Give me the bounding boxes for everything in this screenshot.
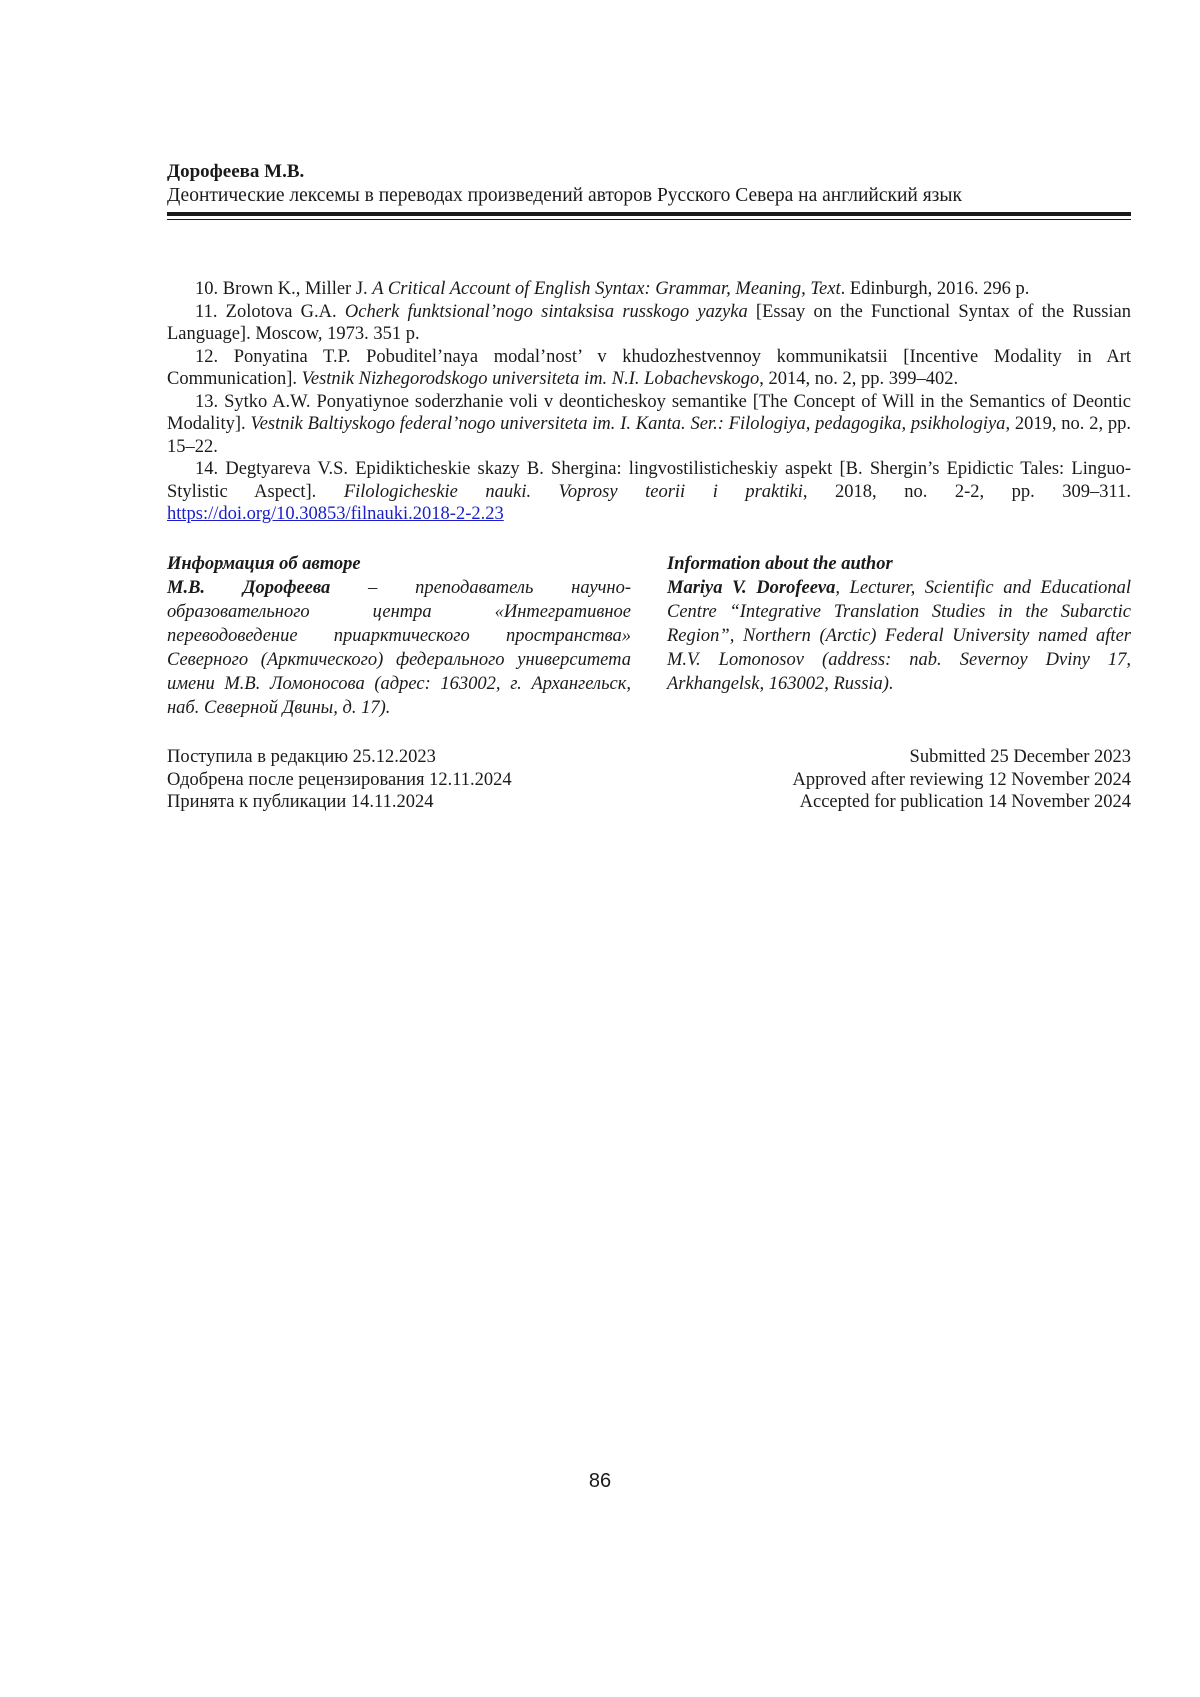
author-info-ru bbox=[167, 552, 631, 720]
author-info-ru-text: М.В. Дорофеева – преподаватель научно-образовательного центра «Интегративное переводоведение приарктического пространства» Северного (Арктического) федерального университета имени М.В. Ломоносова (адрес: 163002, г. Архангельск, наб. Северной Двины, д. 17). bbox=[167, 576, 631, 720]
reference-list bbox=[167, 278, 1131, 526]
reference-item: 14. Degtyareva V.S. Epidikticheskie skazy B. Shergina: lingvostilisticheskiy aspekt [B. Shergin’s Epidictic Tales: Linguo-Stylistic Aspect]. Filologicheskie nauki. Voprosy teorii i praktiki, 2018, no. 2-2, pp. 309–311. https://doi.org/10.30853/filnauki.2018-2-2.23 bbox=[167, 458, 1131, 526]
date-accepted-en: Accepted for publication 14 November 2024 bbox=[792, 791, 1131, 814]
author-name-en: Mariya V. Dorofeeva bbox=[667, 578, 835, 598]
author-info-ru-heading: Информация об авторе bbox=[167, 552, 631, 576]
author-name-ru: М.В. Дорофеева bbox=[167, 578, 330, 598]
reference-item: 11. Zolotova G.A. Ocherk funktsional’nogo sintaksisa russkogo yazyka [Essay on the Functional Syntax of the Russian Language]. Moscow, 1973. 351 p. bbox=[167, 301, 1131, 346]
date-approved-ru: Одобрена после рецензирования 12.11.2024 bbox=[167, 769, 512, 792]
header-author: Дорофеева М.В. bbox=[167, 160, 1131, 184]
doi-link[interactable]: https://doi.org/10.30853/filnauki.2018-2-2.23 bbox=[167, 504, 504, 524]
reference-item: 13. Sytko A.W. Ponyatiynoe soderzhanie voli v deonticheskoy semantike [The Concept of Will in the Semantics of Deontic Modality]. Vestnik Baltiyskogo federal’nogo universiteta im. I. Kanta. Ser.: Filologiya, pedagogika, psikhologiya, 2019, no. 2, pp. 15–22. bbox=[167, 391, 1131, 459]
date-accepted-ru: Принята к публикации 14.11.2024 bbox=[167, 791, 512, 814]
date-submitted-en: Submitted 25 December 2023 bbox=[792, 746, 1131, 769]
reference-item: 10. Brown K., Miller J. A Critical Account of English Syntax: Grammar, Meaning, Text. Edinburgh, 2016. 296 p. bbox=[167, 278, 1131, 301]
header-article-title: Деонтические лексемы в переводах произведений авторов Русского Севера на английский язык bbox=[167, 184, 1131, 208]
page-number: 86 bbox=[0, 1470, 1200, 1493]
header-rule-thick bbox=[167, 212, 1131, 216]
dates-ru bbox=[167, 746, 512, 814]
date-submitted-ru: Поступила в редакцию 25.12.2023 bbox=[167, 746, 512, 769]
author-info-en bbox=[667, 552, 1131, 696]
date-approved-en: Approved after reviewing 12 November 2024 bbox=[792, 769, 1131, 792]
author-info-en-heading: Information about the author bbox=[667, 552, 1131, 576]
running-header bbox=[167, 160, 1131, 208]
dates-en bbox=[792, 746, 1131, 814]
reference-item: 12. Ponyatina T.P. Pobuditel’naya modal’nost’ v khudozhestvennoy kommunikatsii [Incentive Modality in Art Communication]. Vestnik Nizhegorodskogo universiteta im. N.I. Lobachevskogo, 2014, no. 2, pp. 399–402. bbox=[167, 346, 1131, 391]
header-rule-thin bbox=[167, 219, 1131, 220]
author-info-en-text: Mariya V. Dorofeeva, Lecturer, Scientific and Educational Centre “Integrative Translation Studies in the Subarctic Region”, Northern (Arctic) Federal University named after M.V. Lomonosov (address: nab. Severnoy Dviny 17, Arkhangelsk, 163002, Russia). bbox=[667, 576, 1131, 696]
